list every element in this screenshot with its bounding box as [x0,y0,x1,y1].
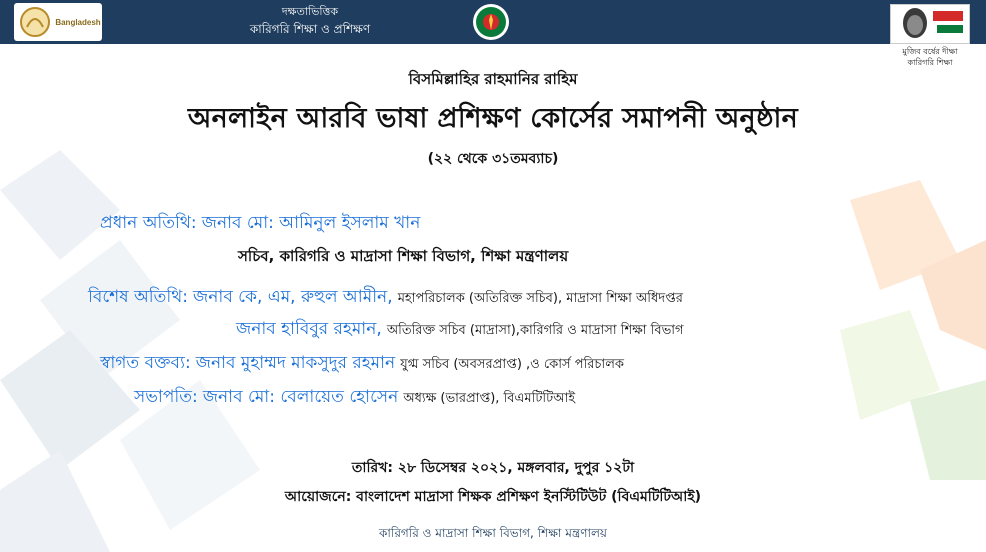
welcome-speech-label: স্বাগত বক্তব্য: [100,353,191,373]
bismillah-text: বিসমিল্লাহির রাহমানির রাহিম [408,70,578,88]
mujib-caption-line1: মুজিব বর্ষের দীক্ষা [902,47,958,56]
special-guest-row-1 [88,284,683,312]
president-label: সভাপতি: [134,387,198,407]
event-title: অনলাইন আরবি ভাষা প্রশিক্ষণ কোর্সের সমাপনী অনুষ্ঠান [187,103,799,134]
chief-guest-row [100,210,420,238]
welcome-speaker-name: জনাব মুহাম্মদ মাকসুদুর রহমান [195,353,396,373]
welcome-speaker-designation: যুগ্ম সচিব (অবসরপ্রাপ্ত) ,ও কোর্স পরিচালক [400,357,624,372]
government-emblem-icon [472,3,510,41]
dept-line2: কারিগরি শিক্ষা ও প্রশিক্ষণ [249,22,371,36]
dept-line1: দক্ষতাভিত্তিক [281,5,339,18]
event-date: তারিখ: ২৮ ডিসেম্বর ২০২১, মঙ্গলবার, দুপুর ১২টা [351,460,635,476]
event-organizer: আয়োজনে: বাংলাদেশ মাদ্রাসা শিক্ষক প্রশিক্ষণ ইনস্টিটিউট (বিএমটিটিআই) [284,489,702,505]
special-guest-1-designation: মহাপরিচালক (অতিরিক্ত সচিব), মাদ্রাসা শিক্ষা অধিদপ্তর [397,291,683,306]
logo-label: Bangladesh [55,17,101,27]
mujib-caption [882,46,978,68]
president-row [134,384,575,412]
chief-guest-label: প্রধান অতিথি: [100,213,197,233]
special-guest-2-name: জনাব হাবিবুর রহমান, [236,319,382,339]
chief-guest-name: জনাব মো: আমিনুল ইসলাম খান [201,213,421,233]
batch-range: (২২ থেকে ৩১তমব্যাচ) [427,151,559,167]
president-name: জনাব মো: বেলায়েত হোসেন [202,387,399,407]
header-bar [0,0,986,44]
chief-guest-designation-row [238,245,568,270]
golden-jubilee-icon [15,5,55,39]
president-designation: অধ্যক্ষ (ভারপ্রাপ্ত), বিএমটিটিআই [403,391,576,406]
footer-text: কারিগরি ও মাদ্রাসা শিক্ষা বিভাগ, শিক্ষা মন্ত্রণালয় [379,526,607,540]
welcome-speech-row [100,350,624,378]
mujib-caption-line2: কারিগরি শিক্ষা [907,58,953,67]
chief-guest-designation: সচিব, কারিগরি ও মাদ্রাসা শিক্ষা বিভাগ, শিক্ষা মন্ত্রণালয় [238,247,569,265]
special-guest-1-name: জনাব কে, এম, রুহুল আমীন, [193,287,393,307]
mujib-borsho-logo [890,4,970,44]
special-guest-2-designation: অতিরিক্ত সচিব (মাদ্রাসা),কারিগরি ও মাদ্রাসা শিক্ষা বিভাগ [386,323,684,338]
special-guest-row-2 [236,316,684,344]
department-title [200,4,420,38]
portrait-icon [891,5,969,43]
bangladesh-50-logo [14,3,102,41]
special-guest-label: বিশেষ অতিথি: [88,287,188,307]
decorative-pattern-right [820,180,986,480]
